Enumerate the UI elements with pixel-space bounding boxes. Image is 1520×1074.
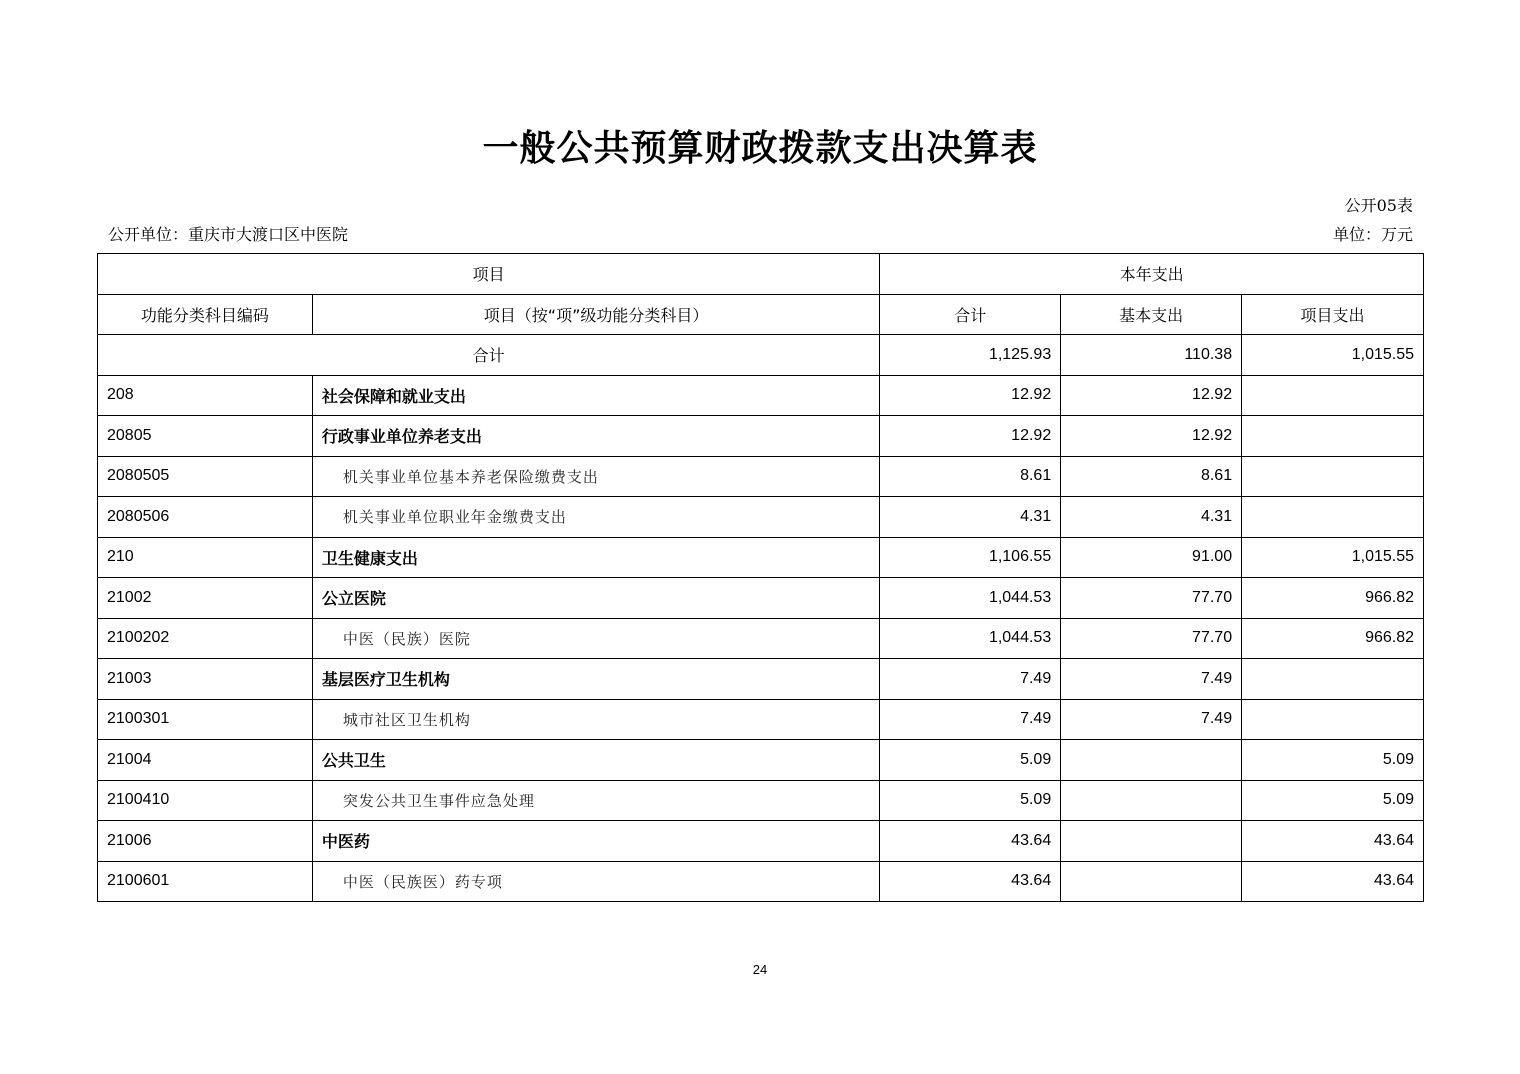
row-code: 2100410	[98, 780, 313, 821]
row-project	[1242, 497, 1424, 538]
row-code: 2080506	[98, 497, 313, 538]
table-row	[98, 497, 1424, 538]
row-basic: 77.70	[1061, 578, 1242, 619]
header-row-1	[98, 254, 1424, 295]
currency-unit: 单位：万元	[1332, 225, 1413, 244]
table-row	[98, 456, 1424, 497]
row-name: 机关事业单位职业年金缴费支出	[312, 497, 879, 538]
row-total: 7.49	[880, 659, 1061, 700]
row-total: 1,044.53	[880, 578, 1061, 619]
row-code: 21006	[98, 821, 313, 862]
row-name: 突发公共卫生事件应急处理	[312, 780, 879, 821]
table-row	[98, 416, 1424, 457]
row-project: 5.09	[1242, 740, 1424, 781]
row-code: 208	[98, 375, 313, 416]
row-total: 12.92	[880, 416, 1061, 457]
row-basic: 12.92	[1061, 416, 1242, 457]
row-total: 8.61	[880, 456, 1061, 497]
total-total: 1,125.93	[880, 335, 1061, 376]
row-code: 20805	[98, 416, 313, 457]
header-row-2	[98, 294, 1424, 335]
expenditure-table	[97, 253, 1424, 902]
total-row	[98, 335, 1424, 376]
row-total: 1,044.53	[880, 618, 1061, 659]
row-total: 43.64	[880, 821, 1061, 862]
table-row	[98, 618, 1424, 659]
row-name: 公共卫生	[312, 740, 879, 781]
row-total: 4.31	[880, 497, 1061, 538]
row-name: 社会保障和就业支出	[312, 375, 879, 416]
total-basic: 110.38	[1061, 335, 1242, 376]
row-code: 21003	[98, 659, 313, 700]
row-basic	[1061, 740, 1242, 781]
row-name: 中医（民族医）药专项	[312, 861, 879, 902]
table-row	[98, 375, 1424, 416]
row-code: 2100301	[98, 699, 313, 740]
row-project: 966.82	[1242, 618, 1424, 659]
row-code: 2080505	[98, 456, 313, 497]
row-total: 7.49	[880, 699, 1061, 740]
total-project: 1,015.55	[1242, 335, 1424, 376]
row-project	[1242, 456, 1424, 497]
row-code: 21002	[98, 578, 313, 619]
row-total: 5.09	[880, 780, 1061, 821]
row-total: 1,106.55	[880, 537, 1061, 578]
row-code: 2100202	[98, 618, 313, 659]
header-name: 项目（按“项”级功能分类科目）	[312, 294, 879, 335]
row-basic	[1061, 780, 1242, 821]
table-row	[98, 537, 1424, 578]
row-name: 公立医院	[312, 578, 879, 619]
header-current-year: 本年支出	[880, 254, 1424, 295]
row-total: 43.64	[880, 861, 1061, 902]
row-name: 行政事业单位养老支出	[312, 416, 879, 457]
form-number: 公开05表	[1344, 196, 1413, 215]
reporting-unit: 公开单位：重庆市大渡口区中医院	[108, 225, 349, 244]
row-basic: 7.49	[1061, 659, 1242, 700]
row-project	[1242, 699, 1424, 740]
header-code: 功能分类科目编码	[98, 294, 313, 335]
row-code: 21004	[98, 740, 313, 781]
table-row	[98, 578, 1424, 619]
row-basic: 12.92	[1061, 375, 1242, 416]
row-name: 基层医疗卫生机构	[312, 659, 879, 700]
row-project: 966.82	[1242, 578, 1424, 619]
table-row	[98, 861, 1424, 902]
row-name: 城市社区卫生机构	[312, 699, 879, 740]
row-code: 210	[98, 537, 313, 578]
row-project: 43.64	[1242, 861, 1424, 902]
row-basic: 8.61	[1061, 456, 1242, 497]
row-basic: 91.00	[1061, 537, 1242, 578]
page-number: 24	[752, 962, 768, 977]
row-project	[1242, 416, 1424, 457]
row-total: 12.92	[880, 375, 1061, 416]
table-row	[98, 699, 1424, 740]
row-name: 卫生健康支出	[312, 537, 879, 578]
row-name: 机关事业单位基本养老保险缴费支出	[312, 456, 879, 497]
row-total: 5.09	[880, 740, 1061, 781]
table-row	[98, 740, 1424, 781]
page-title: 一般公共预算财政拨款支出决算表	[482, 128, 1038, 169]
row-basic	[1061, 861, 1242, 902]
row-project	[1242, 375, 1424, 416]
row-name: 中医（民族）医院	[312, 618, 879, 659]
row-basic	[1061, 821, 1242, 862]
row-project	[1242, 659, 1424, 700]
table-row	[98, 821, 1424, 862]
row-project: 1,015.55	[1242, 537, 1424, 578]
header-project: 项目支出	[1242, 294, 1424, 335]
header-basic: 基本支出	[1061, 294, 1242, 335]
row-basic: 77.70	[1061, 618, 1242, 659]
row-name: 中医药	[312, 821, 879, 862]
table-row	[98, 659, 1424, 700]
row-basic: 4.31	[1061, 497, 1242, 538]
row-basic: 7.49	[1061, 699, 1242, 740]
header-total: 合计	[880, 294, 1061, 335]
row-code: 2100601	[98, 861, 313, 902]
row-project: 5.09	[1242, 780, 1424, 821]
row-project: 43.64	[1242, 821, 1424, 862]
table-row	[98, 780, 1424, 821]
header-item: 项目	[98, 254, 880, 295]
total-label: 合计	[98, 335, 880, 376]
